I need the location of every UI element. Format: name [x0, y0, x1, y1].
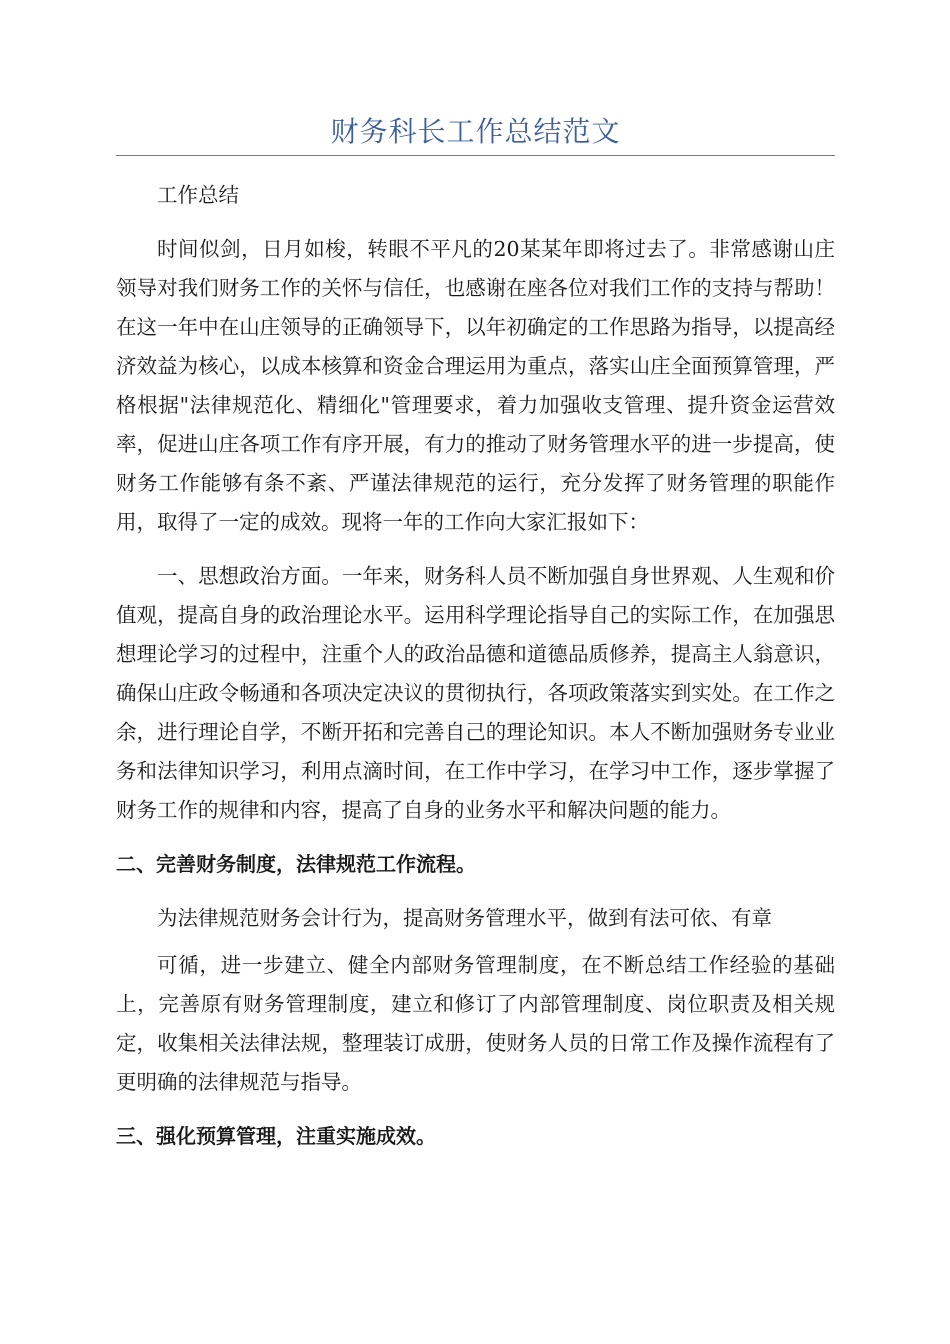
paragraph-section-1: 一、思想政治方面。一年来，财务科人员不断加强自身世界观、人生观和价值观，提高自身的政治理论水平。运用科学理论指导自己的实际工作，在加强思想理论学习的过程中，注重个人的政治品德和道德品质修养，提高主人翁意识，确保山庄政令畅通和各项决定决议的贯彻执行，各项政策落实到实处。在工作之余，进行理论自学，不断开拓和完善自己的理论知识。本人不断加强财务专业业务和法律知识学习，利用点滴时间，在工作中学习，在学习中工作，逐步掌握了财务工作的规律和内容，提高了自身的业务水平和解决问题的能力。: [116, 564, 835, 822]
paragraph-heading-summary: 工作总结: [157, 183, 239, 207]
paragraph-intro: 时间似剑，日月如梭，转眼不平凡的20某某年即将过去了。非常感谢山庄领导对我们财务工作的关怀与信任，也感谢在座各位对我们工作的支持与帮助！在这一年中在山庄领导的正确领导下，以年初确定的工作思路为指导，以提高经济效益为核心，以成本核算和资金合理运用为重点，落实山庄全面预算管理，严格根据"法律规范化、精细化"管理要求，着力加强收支管理、提升资金运营效率，促进山庄各项工作有序开展，有力的推动了财务管理水平的进一步提高，使财务工作能够有条不紊、严谨法律规范的运行，充分发挥了财务管理的职能作用，取得了一定的成效。现将一年的工作向大家汇报如下：: [116, 237, 835, 534]
paragraph-section-2b: 可循，进一步建立、健全内部财务管理制度，在不断总结工作经验的基础上，完善原有财务管理制度，建立和修订了内部管理制度、岗位职责及相关规定，收集相关法律法规，整理装订成册，使财务人员的日常工作及操作流程有了更明确的法律规范与指导。: [116, 953, 835, 1094]
title-block: [116, 112, 835, 152]
section-heading-3: 三、强化预算管理，注重实施成效。: [116, 1124, 436, 1148]
section-heading-2: 二、完善财务制度，法律规范工作流程。: [116, 852, 476, 876]
paragraph-section-2a: 为法律规范财务会计行为，提高财务管理水平，做到有法可依、有章: [157, 906, 772, 930]
title-underline: [116, 155, 835, 156]
document-body: [116, 176, 835, 1171]
document-title: 财务科长工作总结范文: [330, 115, 621, 148]
